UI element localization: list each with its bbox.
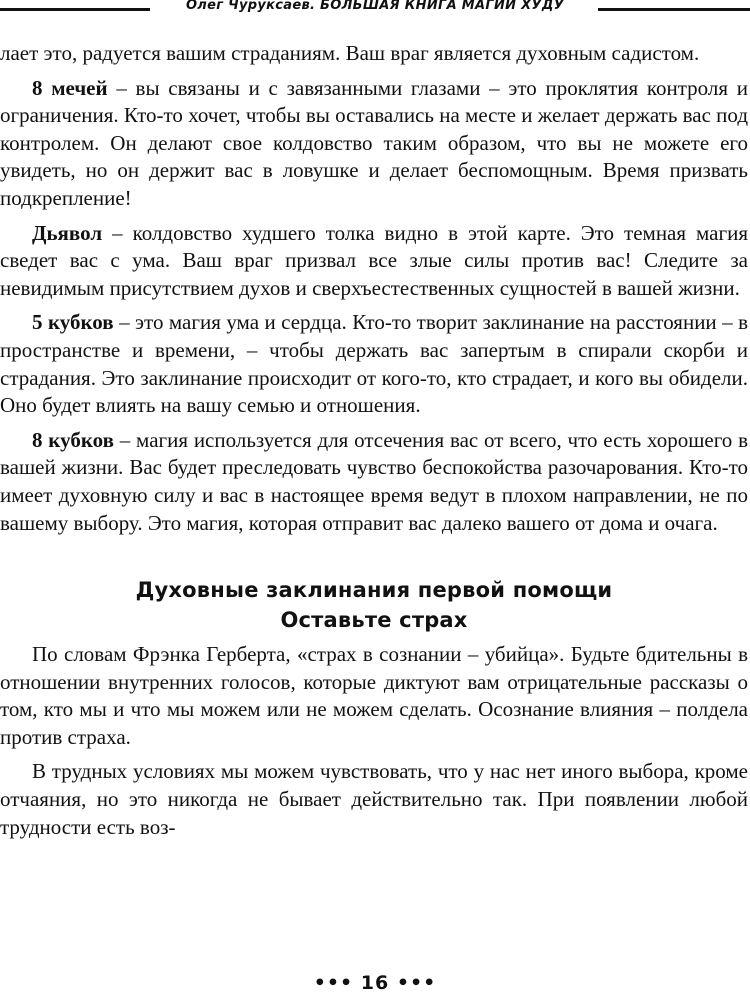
paragraph-text: – вы связаны и с завязанными глазами – это проклятия контроля и ограничения. Кто-то хочет, чтобы вы оставались на месте и желает держать вас под контролем. Он делают свое колдовство таким образом, что вы не можете его увидеть, но он держит вас в ловушке и делает беспомощным. Время призвать подкрепление!: [0, 75, 748, 210]
body-paragraph: [0, 220, 748, 303]
header-rule-right: [598, 8, 750, 11]
paragraph-text: По словам Фрэнка Герберта, «страх в сознании – убийца». Будьте бдительны в отношении внутренних голосов, которые диктуют вам отрицательные рассказы о том, кто мы и что мы можем или не можем сделать. Осознание влияния – полдела против страха.: [0, 642, 748, 749]
header-rule-left: [0, 8, 150, 11]
section-heading-block: [0, 575, 748, 635]
card-name: 8 кубков: [32, 427, 114, 452]
page-number: ••• 16 •••: [313, 972, 437, 994]
body-paragraph: [0, 758, 748, 841]
body-paragraph: [0, 75, 748, 213]
paragraph-text: – магия используется для отсечения вас от всего, что есть хорошего в вашей жизни. Вас будет преследовать чувство беспокойства разочарования. Кто-то имеет духовную силу и вас в настоящее время ведут в плохом направлении, не по вашему выбору. Это магия, которая отправит вас далеко вашего от дома и очага.: [0, 427, 749, 535]
paragraph-text: лает это, радуется вашим страданиям. Ваш враг является духовным садистом.: [0, 41, 700, 65]
page-body: [0, 40, 748, 848]
running-header: [0, 0, 750, 18]
card-name: Дьявол: [32, 220, 103, 245]
paragraph-text: – колдовство худшего толка видно в этой карте. Это темная магия сведет вас с ума. Ваш враг призвал все злые силы против вас! Следите за невидимым присутствием духов и сверхъестественных сущностей в вашей жизни.: [0, 220, 748, 300]
section-heading: Духовные заклинания первой помощи: [135, 578, 613, 603]
body-paragraph: [0, 641, 748, 751]
body-paragraph: [0, 427, 748, 537]
body-paragraph: [0, 40, 748, 68]
paragraph-text: – это магия ума и сердца. Кто-то творит заклинание на расстоянии – в пространстве и времени, – чтобы держать вас запертым в спирали скорби и страдания. Это заклинание происходит от кого-то, кто страдает, и кого вы обидели. Оно будет влиять на вашу семью и отношения.: [0, 310, 748, 418]
section-subheading: Оставьте страх: [280, 608, 468, 633]
paragraph-text: В трудных условиях мы можем чувствовать, что у нас нет иного выбора, кроме отчаяния, но это никогда не бывает действительно так. При появлении любой трудности есть воз-: [0, 759, 748, 839]
body-paragraph: [0, 309, 748, 419]
card-name: 5 кубков: [32, 310, 114, 335]
card-name: 8 мечей: [32, 75, 108, 100]
running-title: Олег Чуруксаев. БОЛЬШАЯ КНИГА МАГИИ ХУДУ: [185, 0, 565, 13]
